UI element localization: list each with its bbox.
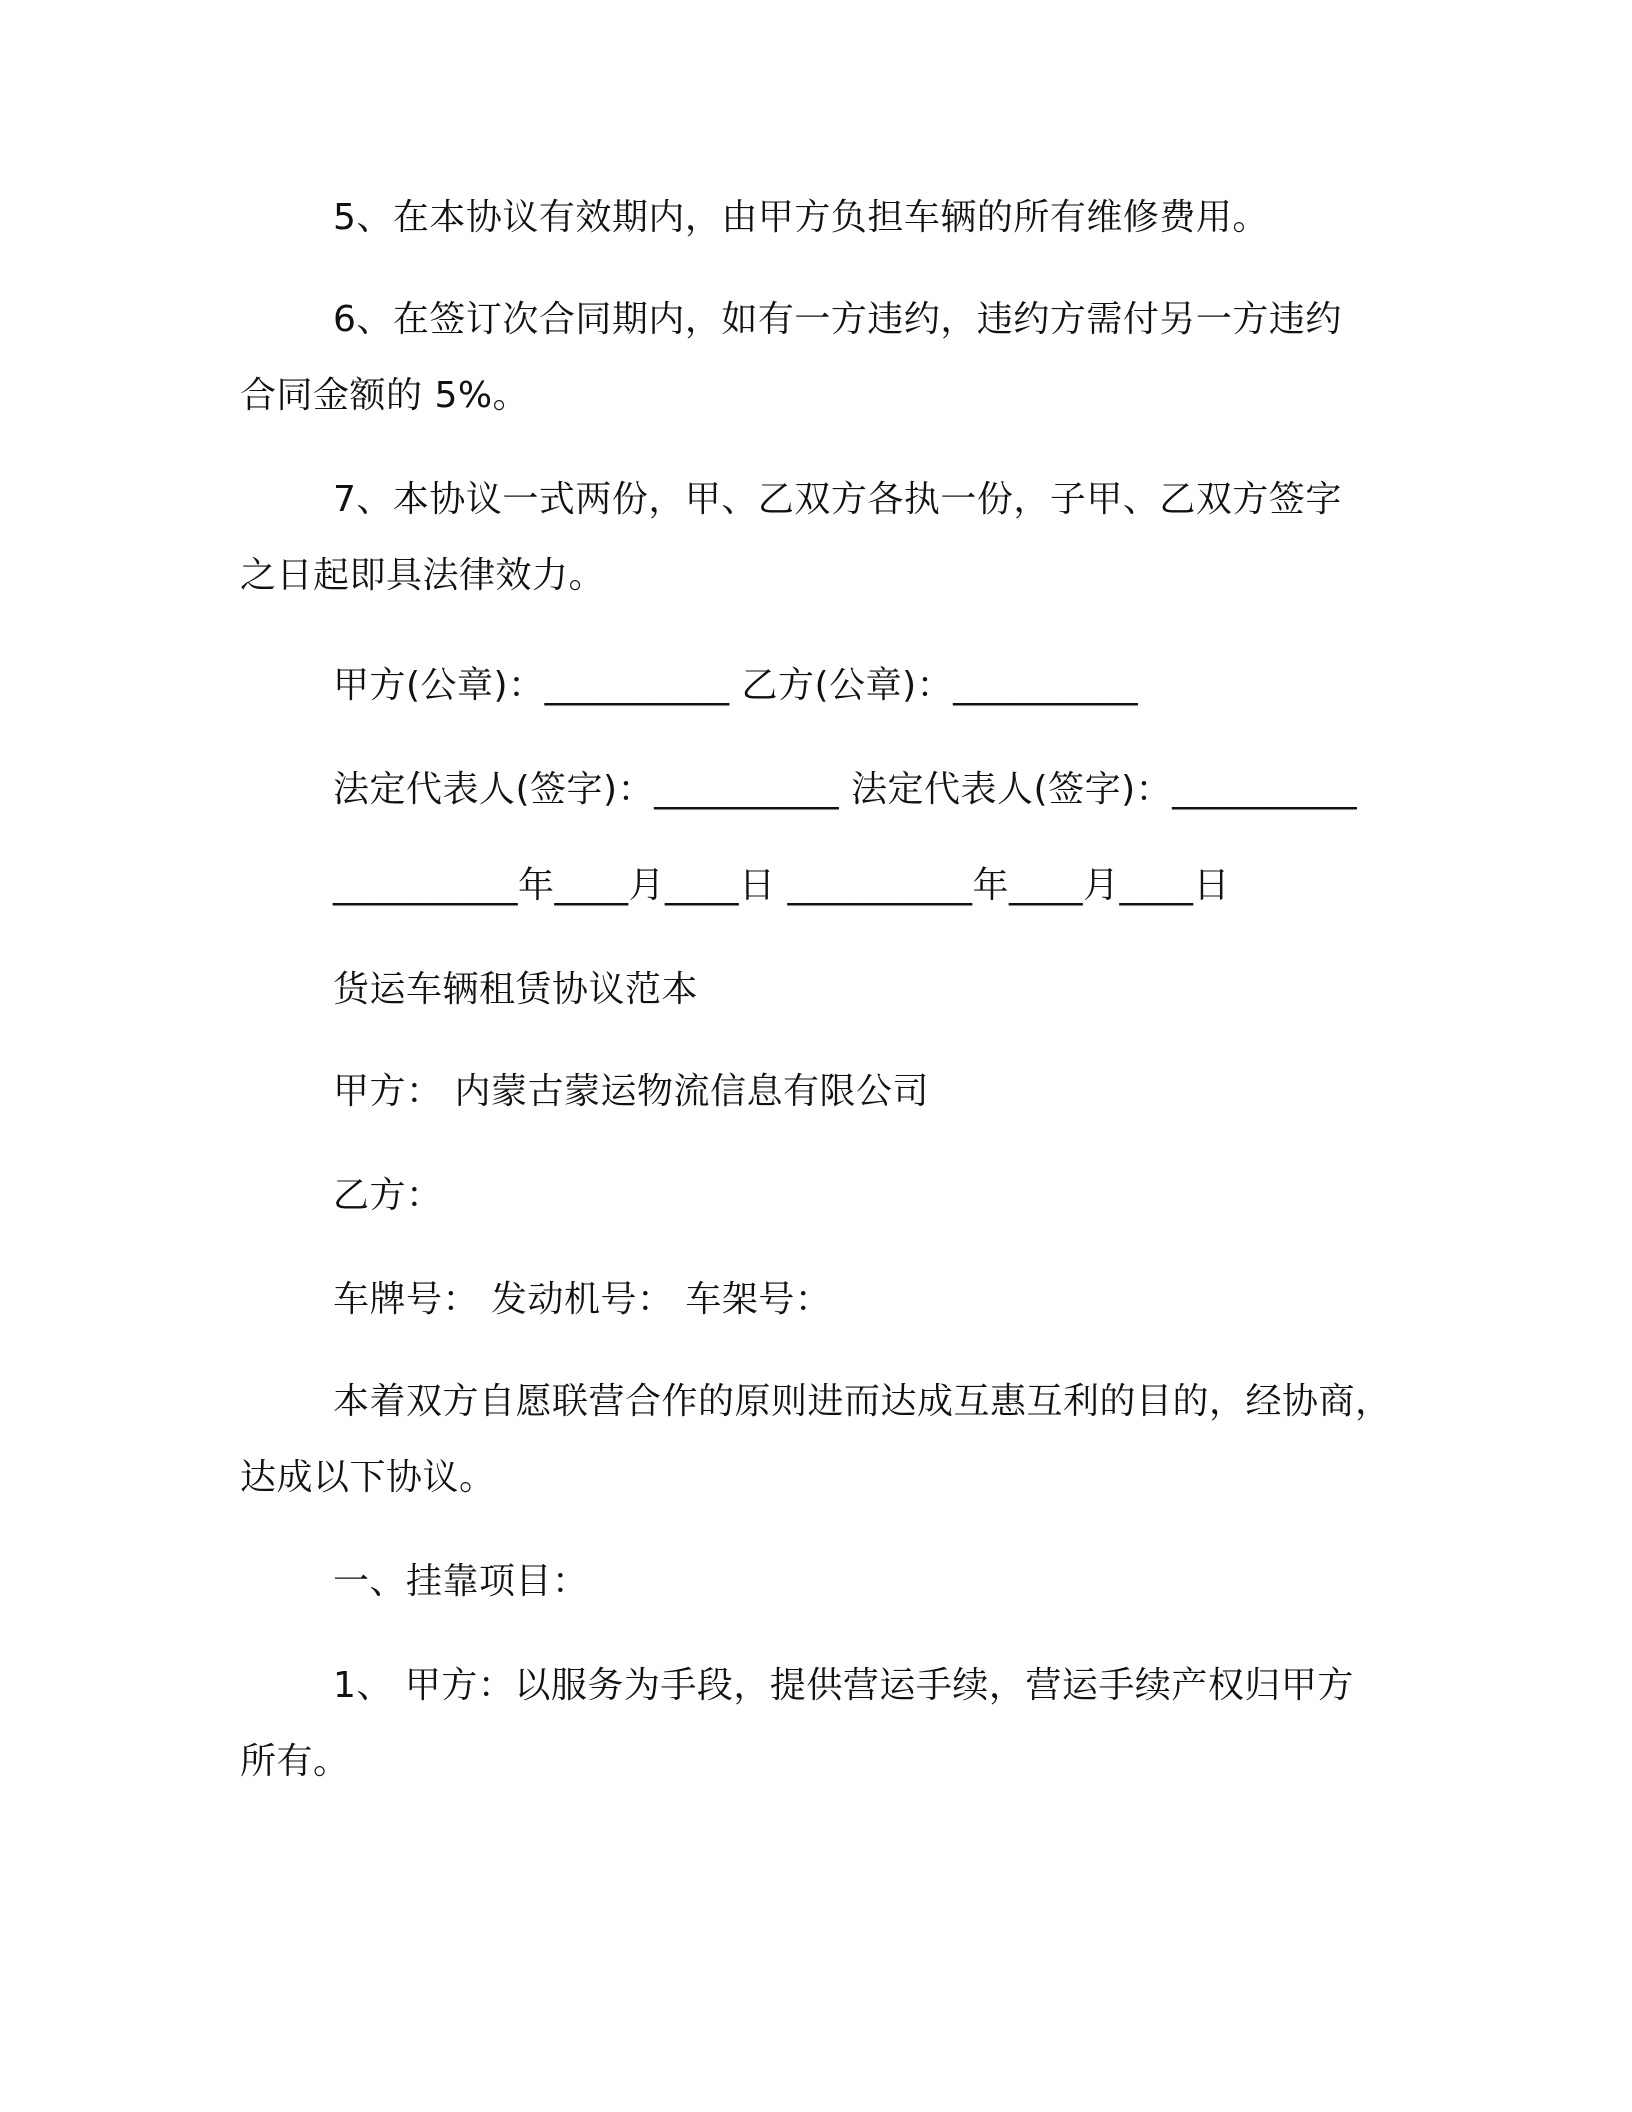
party-a-line: 甲方： 内蒙古蒙运物流信息有限公司 [333, 1071, 929, 1112]
clause-7-continuation: 之日起即具法律效力。 [240, 555, 606, 596]
clause-6-continuation: 合同金额的 5%。 [240, 375, 530, 416]
agreement-title: 货运车辆租赁协议范本 [333, 969, 699, 1010]
signing-date-line: __________年____月____日 __________年____月____日 [333, 865, 1230, 906]
clause-7-text: 7、本协议一式两份，甲、乙双方各执一份，子甲、乙双方签字 [333, 479, 1342, 520]
party-b-line: 乙方： [333, 1175, 443, 1216]
preamble-text: 本着双方自愿联营合作的原则进而达成互惠互利的目的，经协商， [333, 1381, 1392, 1422]
company-seal-line: 甲方(公章)：__________ 乙方(公章)：__________ [333, 665, 1139, 706]
item-1-text: 1、 甲方：以服务为手段，提供营运手续，营运手续产权归甲方 [333, 1665, 1354, 1706]
vehicle-info-line: 车牌号： 发动机号： 车架号： [333, 1279, 832, 1320]
item-1-continuation: 所有。 [240, 1741, 350, 1782]
clause-5-text: 5、在本协议有效期内，由甲方负担车辆的所有维修费用。 [333, 197, 1269, 238]
preamble-continuation: 达成以下协议。 [240, 1457, 496, 1498]
section-heading-affiliation: 一、挂靠项目： [333, 1561, 589, 1602]
legal-representative-signature-line: 法定代表人(签字)：__________ 法定代表人(签字)：__________ [333, 769, 1358, 810]
clause-6-text: 6、在签订次合同期内，如有一方违约，违约方需付另一方违约 [333, 299, 1342, 340]
